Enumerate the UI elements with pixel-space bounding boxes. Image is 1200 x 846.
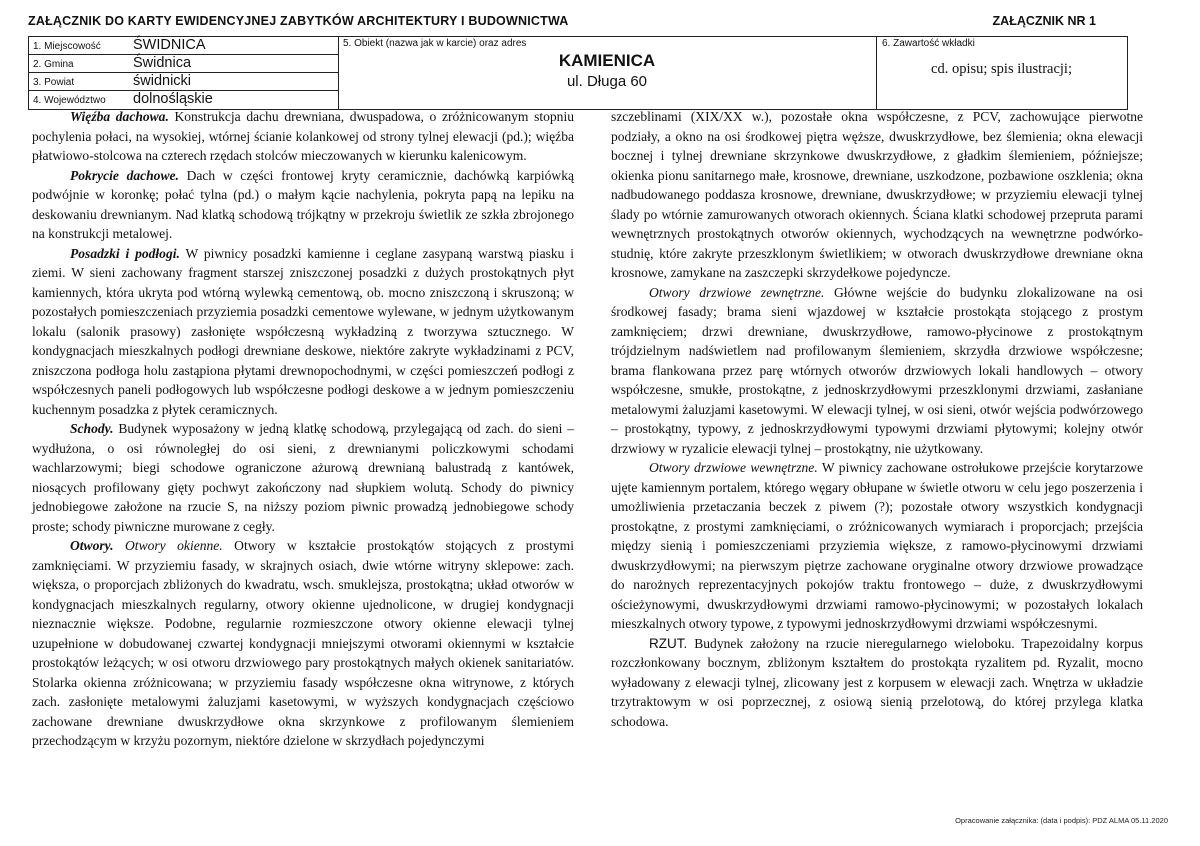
section-title: Posadzki i podłogi.	[70, 245, 180, 261]
object-name: KAMIENICA	[558, 51, 656, 70]
section-subtitle: Otwory okienne.	[113, 538, 223, 553]
footer-note: Opracowanie załącznika: (data i podpis): PDZ ALMA 05.11.2020	[955, 816, 1168, 825]
paragraph-floors	[32, 244, 574, 420]
section-title: RZUT.	[649, 635, 688, 651]
section-title: Otwory drzwiowe wewnętrzne.	[649, 460, 818, 475]
paragraph-exterior-doors	[611, 283, 1143, 459]
field-label: 2. Gmina	[33, 59, 74, 70]
section-title: Otwory.	[70, 538, 114, 553]
paragraph-floor-plan	[611, 634, 1143, 732]
contents-label: 6. Zawartość wkładki	[882, 38, 975, 49]
left-column	[32, 107, 574, 751]
section-text: W piwnicy posadzki kamienne i ceglane zasypaną warstwą piasku i ziemi. W sieni zachowany fragment starszej zniszczonej posadzki z dużych prostokątnych płyt kamiennych, która ukryta pod wtórną wylewką cementową, ob. mocno zniszczoną i skruszoną; w pozostałych pomieszczeniach przyziemia posadzki cementowe wylewane, w jednym użytkowanym lokalu (salonik prasowy) zasłonięte współczesną wykładziną z tworzywa sztucznego. W kondygnacjach mieszkalnych podłogi drewniane deskowe, niektóre zakryte wykładzinami z PCV, zniszczona podłoga holu zastąpiona płytami drewnopochodnymi, w części pomieszczeń podłogi z współczesnych paneli podłogowych lub współczesne podłogi deskowe a w jednym pomieszczeniu kuchennym posadzka z płytek ceramicznych.	[32, 245, 574, 417]
location-fields	[29, 37, 339, 109]
field-label: 3. Powiat	[33, 77, 75, 88]
paragraph-windows-continued	[611, 107, 1143, 283]
section-title: Otwory drzwiowe zewnętrzne.	[649, 284, 825, 300]
object-address: ul. Długa 60	[566, 73, 648, 90]
section-text: W piwnicy zachowane ostrołukowe przejście korytarzowe ujęte kamiennym portalem, którego węgary obłupane w świetle otworu w celu jego poszerzenia i umożliwienia przetaczania beczek z piwem (?); pozostałe otwory wszystkich kondygnacji prostokątne, z prostymi zamknięciami, o zróżnicowanych wymiarach i proporcjach; przejścia między sienią i pomieszczeniami przyziemia większe, z ramowo-płycinowymi drzwiami dwuskrzydłowymi; na pierwszym piętrze zachowane oryginalne otwory drzwiowe prowadzące do narożnych reprezentacyjnych pokojów traktu frontowego – duże, z dwuskrzydłowymi ościeżynowymi, dwuskrzydłowymi drzwiami ramowo-płycinowymi; w pozostałych lokalach mieszkalnych otwory typowe, z typowymi jednoskrzydłowymi drzwiami współczesnymi.	[611, 460, 1143, 631]
document-title: ZAŁĄCZNIK DO KARTY EWIDENCYJNEJ ZABYTKÓW ARCHITEKTURY I BUDOWNICTWA	[28, 14, 569, 28]
section-text: Budynek założony na rzucie nieregularnego wieloboku. Trapezoidalny korpus rozczłonkowany bocznym, zbliżonym kształtem do prostokąta ryzalitem pd. Ryzalit, mocno wyładowany z elewacji tylnej, zlicowany jest z korpusem w elewacji zach. Wnętrza w układzie trzytraktowym w osi poprzecznej, z osiową sienią przelotową, do której przylega klatka schodowa.	[611, 635, 1143, 729]
field-value: ŚWIDNICA	[133, 37, 206, 53]
object-cell	[338, 37, 877, 109]
section-title: Pokrycie dachowe.	[70, 167, 179, 183]
paragraph-stairs	[32, 419, 574, 536]
contents-value: cd. opisu; spis ilustracji;	[931, 61, 1072, 77]
section-title: Więźba dachowa.	[70, 109, 169, 124]
field-county	[29, 73, 338, 91]
contents-cell	[876, 37, 1127, 109]
section-text: Dach w części frontowej kryty ceramicznie, dachówką karpiówką podwójnie w koronkę; połać tylna (pd.) o małym kącie nachylenia, pokryta papą na lepiku na deskowaniu drewnianym. Nad klatką schodową trójkątny w przekroju świetlik ze szkła zbrojonego na konstrukcji metalowej.	[32, 167, 574, 241]
field-value: Świdnica	[133, 55, 192, 71]
header-form	[28, 36, 1128, 110]
field-value: świdnicki	[133, 73, 192, 89]
right-column	[611, 107, 1143, 731]
field-locality	[29, 37, 338, 55]
object-label: 5. Obiekt (nazwa jak w karcie) oraz adres	[343, 38, 527, 49]
section-text: szczeblinami (XIX/XX w.), pozostałe okna współczesne, z PCV, zachowujące pierwotne podziały, a okno na osi środkowej piętra węższe, dwuskrzydłowe, bez ślemienia; okna elewacji bocznej i tylnej drewniane skrzynkowe dwuskrzydłowe, z gładkim ślemieniem, późniejsze; okienka pionu sanitarnego małe, krosnowe, drewniane, uszkodzone, pozbawione oszklenia; okna nadbudowanego poddasza krosnowe, drewniane, dwuskrzydłowe; w przyziemiu elewacji tylnej ślady po wtórnie zamurowanych otworach okiennych. Ściana klatki schodowej przepruta parami wewnętrznych prostokątnych otworów okiennych, wychodzących na wewnętrzne podwórko-studnię, które zakryte przeszklonym świetlikiem; w otworach dwuskrzydłowe drewniane okna krosnowe, zamykane na zaszczepki skrzydełkowe pojedyncze.	[611, 109, 1143, 280]
section-text: Budynek wyposażony w jedną klatkę schodową, przylegającą od zach. do sieni – wydłużona, o osi równoległej do osi sieni, z drewnianymi policzkowymi schodami wachlarzowymi; biegi schodowe ograniczone ażurową drewnianą balustradą z kantówek, niosących profilowany gięty pochwyt zakończony nad słupkiem wolutą. Schody do piwnicy jednobiegowe założone na rzucie S, na niższy poziom piwnic prowadzą jednobiegowe schody proste; schody piwniczne murowane z cegły.	[32, 421, 574, 534]
field-label: 4. Województwo	[33, 95, 106, 106]
section-text: Główne wejście do budynku zlokalizowane na osi środkowej fasady; brama sieni wjazdowej w kształcie prostokąta stojącego z prostym zamknięciem; drzwi drewniane, dwuskrzydłowe, ramowo-płycinowe z prostokątnym trójdzielnym nadświetlem nad profilowanym ślemieniem, skrzydła drzwiowe współczesne; brama flankowana przez parę wtórnych otworów drzwiowych lokali handlowych – otwory współczesne, smukłe, prostokątne, z jednoskrzydłowymi przeszklonymi drzwiami, zasłaniane metalowymi żaluzjami kasetowymi. W elewacji tylnej, w osi sieni, otwór wejścia podwórzowego – prostokątny, typowy, z jednoskrzydłowymi typowymi drzwiami płytowymi; kolejny otwór drzwiowy w ryzalicie elewacji tylnej – prostokątny, nie użytkowany.	[611, 284, 1143, 456]
section-text: Otwory w kształcie prostokątów stojących z prostymi zamknięciami. W przyziemiu fasady, w skrajnych osiach, dwie wtórne witryny sklepowe: zach. większa, o proporcjach zbliżonych do kwadratu, wsch. smuklejsza, prostokątna; układ otworów w kondygnacjach mieszkalnych regularny, otwory okienne ujednolicone, w drugiej kondygnacji nieznacznie większe. Podobne, regularnie rozmieszczone otwory okienne elewacji tylnej uzupełnione w dobudowanej czwartej kondygnacji mniejszymi otworami okiennymi w kształcie prostokątów leżących; w osi otworu drzwiowego pary prostokątnych małych okienek sanitariatów. Stolarka okienna zróżnicowana; w przyziemiu fasady współczesne okna witrynowe, z których zach. zasłonięte metalowymi żaluzjami kasetowymi, w wyższych kondygnacjach częściowo zachowane drewniane dwuskrzydłowe okna skrzynkowe z profilowanym ślemieniem przechodzącym w krzyżu pozornym, niektóre dzielone w skrzydłach pojedynczymi	[32, 538, 574, 748]
paragraph-roof-covering	[32, 166, 574, 244]
paragraph-roof-truss	[32, 107, 574, 166]
annex-number: ZAŁĄCZNIK NR 1	[992, 14, 1096, 28]
field-value: dolnośląskie	[133, 91, 213, 107]
paragraph-openings	[32, 536, 574, 751]
field-commune	[29, 55, 338, 73]
field-label: 1. Miejscowość	[33, 41, 101, 52]
section-text: Konstrukcja dachu drewniana, dwuspadowa, o zróżnicowanym stopniu pochylenia połaci, na wysokiej, wtórnej ścianie kolankowej od strony tylnej elewacji (pd.); więźba płatwiowo-stolcowa na czterech rzędach stolców mieczowanych w kierunku kalenicowym.	[32, 109, 574, 163]
paragraph-interior-doors	[611, 458, 1143, 634]
section-title: Schody.	[70, 421, 114, 436]
